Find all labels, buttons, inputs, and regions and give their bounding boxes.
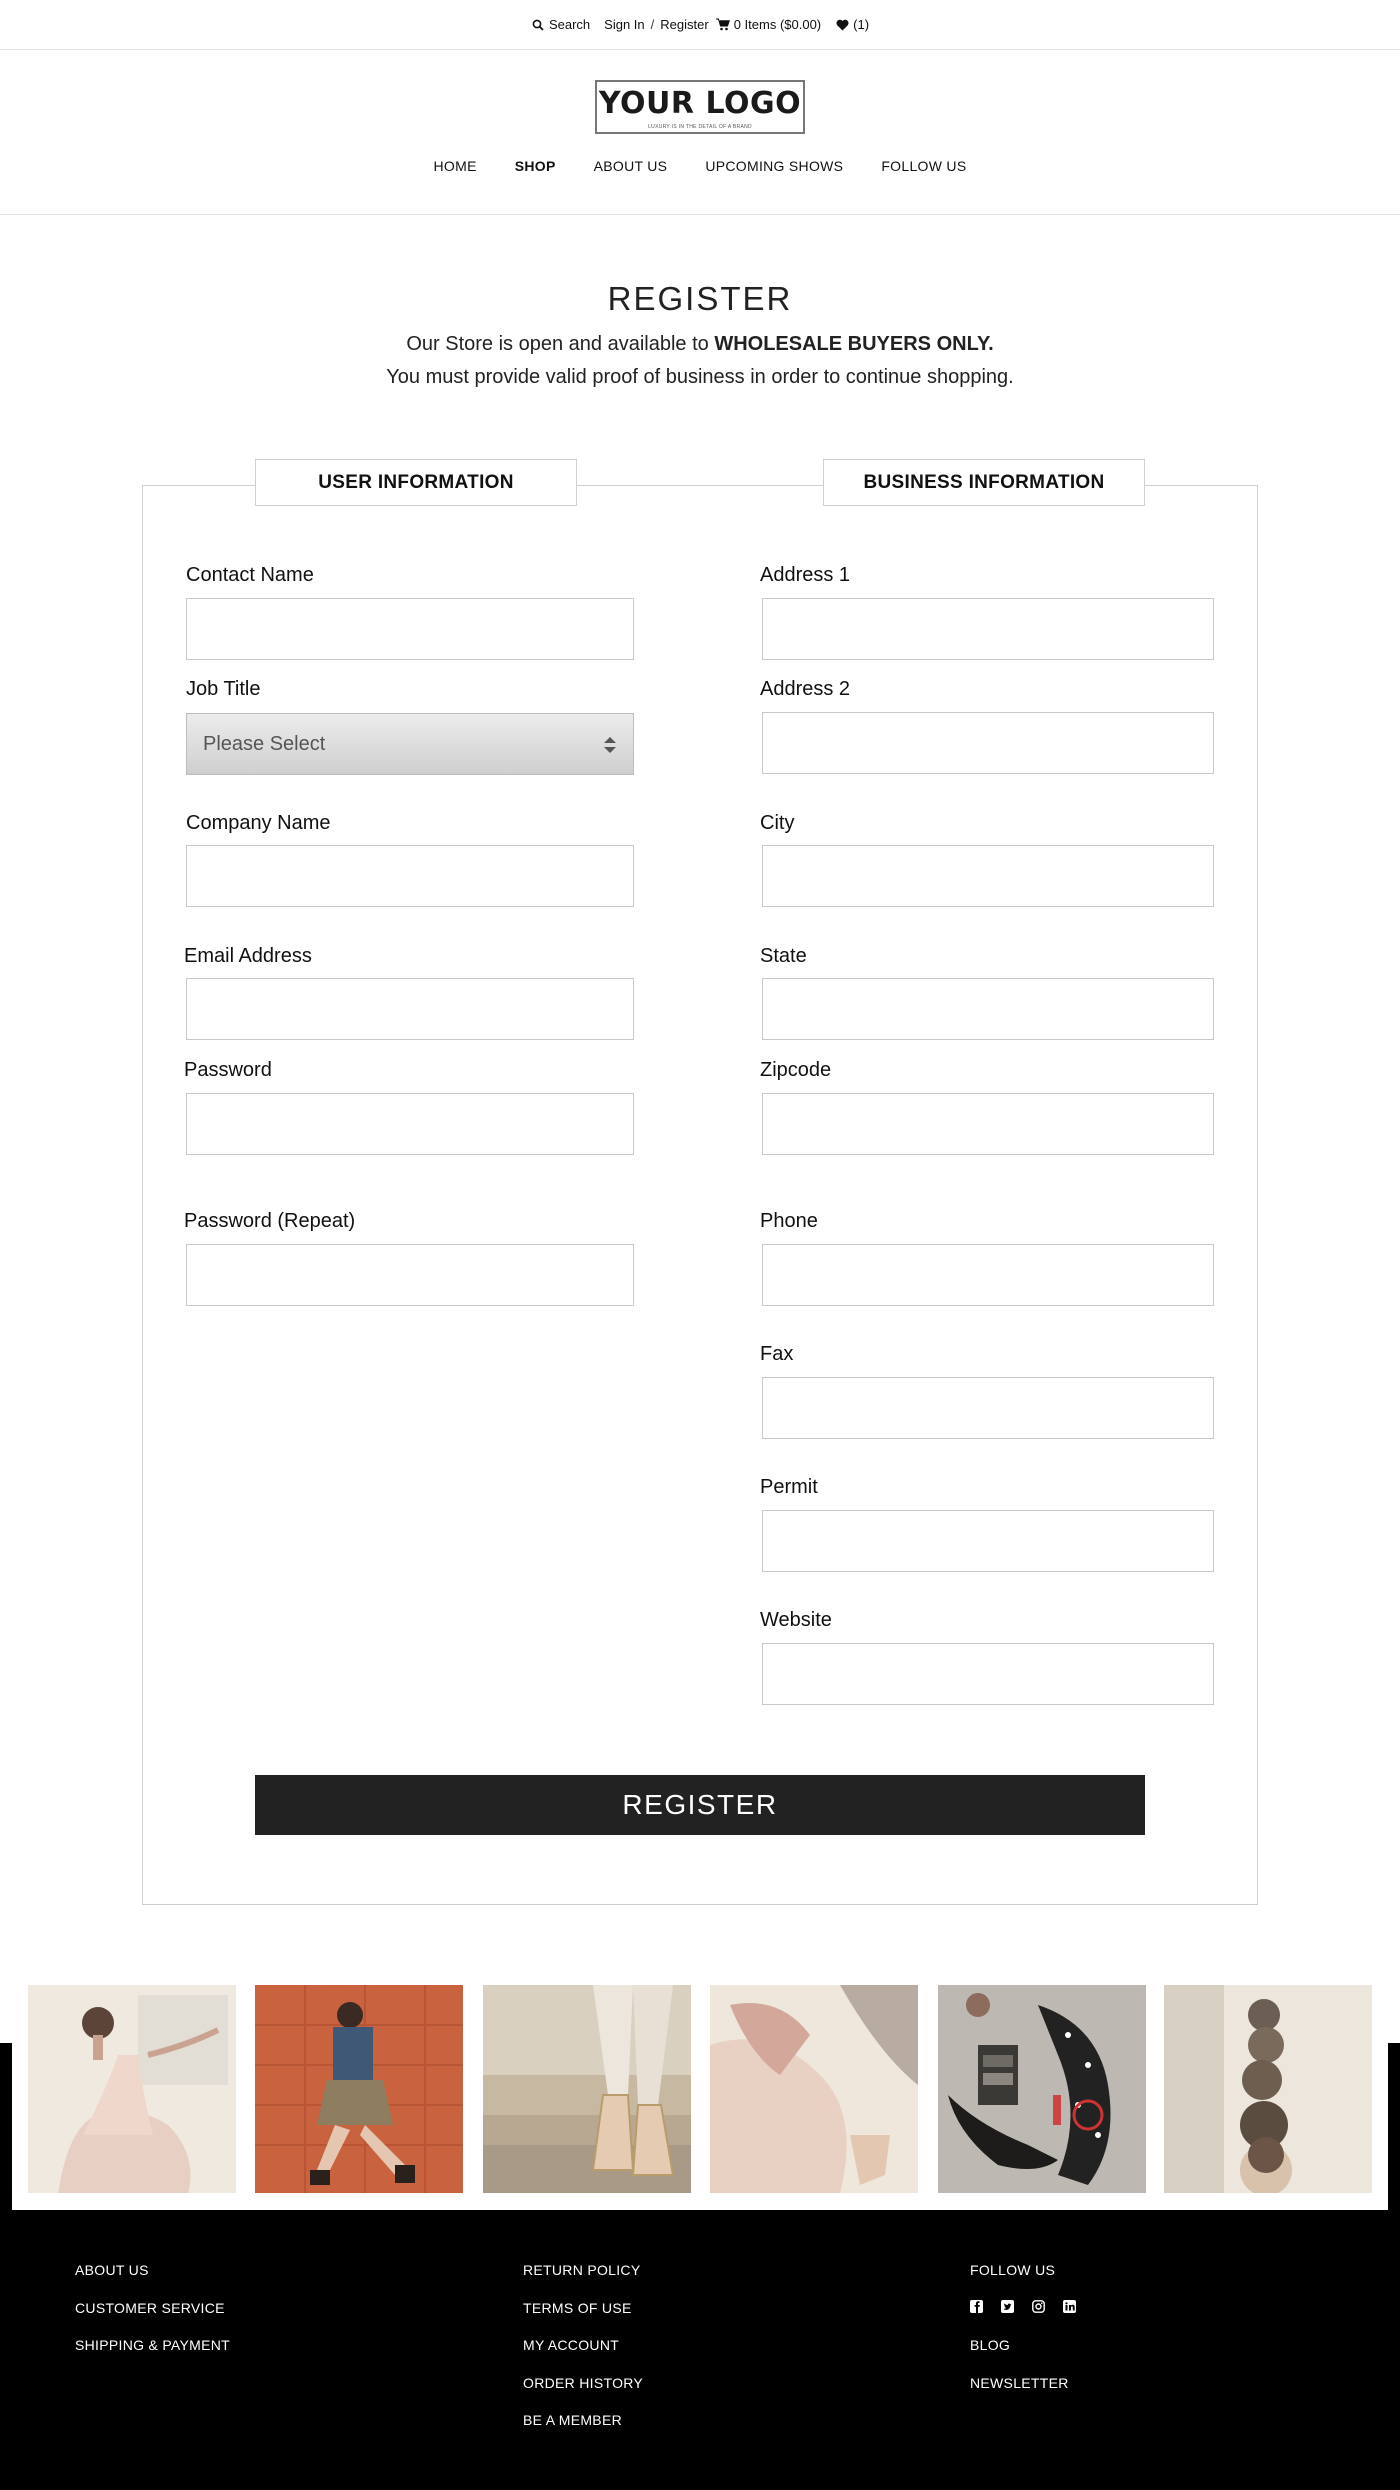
- password-input[interactable]: [186, 1093, 634, 1155]
- footer-terms-of-use[interactable]: TERMS OF USE: [523, 2299, 632, 2316]
- footer-my-account[interactable]: MY ACCOUNT: [523, 2337, 620, 2353]
- phone-label: Phone: [760, 1210, 818, 1232]
- nav-follow-us[interactable]: FOLLOW US: [881, 158, 967, 174]
- address2-label: Address 2: [760, 678, 851, 700]
- state-label: State: [760, 945, 807, 967]
- footer-follow-us[interactable]: FOLLOW US: [970, 2262, 1056, 2278]
- top-utility-bar: [0, 0, 1400, 50]
- select-arrows-icon: [603, 735, 617, 755]
- gallery-image[interactable]: [1164, 1985, 1372, 2193]
- footer-order-history[interactable]: ORDER HISTORY: [523, 2374, 644, 2391]
- nav-upcoming-shows[interactable]: UPCOMING SHOWS: [705, 158, 844, 174]
- fax-label: Fax: [760, 1343, 794, 1365]
- user-information-heading: USER INFORMATION: [255, 459, 577, 506]
- wishlist-link[interactable]: [835, 17, 869, 32]
- zipcode-input[interactable]: [762, 1093, 1214, 1155]
- email-input[interactable]: [186, 978, 634, 1040]
- site-logo[interactable]: [595, 80, 805, 134]
- footer-column-3: [970, 2262, 1094, 2412]
- sign-in-link[interactable]: Sign In: [604, 17, 645, 32]
- register-link[interactable]: Register: [660, 17, 709, 32]
- state-input[interactable]: [762, 978, 1214, 1040]
- auth-separator: /: [650, 17, 655, 32]
- city-input[interactable]: [762, 845, 1214, 907]
- gallery-image[interactable]: [28, 1985, 236, 2193]
- page-title: REGISTER: [607, 280, 793, 317]
- search-label: Search: [548, 17, 591, 32]
- linkedin-icon[interactable]: [1063, 2300, 1076, 2313]
- wholesale-notice-text: Our Store is open and available to: [406, 333, 715, 355]
- zipcode-label: Zipcode: [760, 1059, 832, 1081]
- search-icon: [531, 18, 545, 32]
- address1-input[interactable]: [762, 598, 1214, 660]
- main-nav: [0, 158, 1400, 174]
- business-information-heading: BUSINESS INFORMATION: [823, 459, 1145, 506]
- cart-summary: 0 Items ($0.00): [733, 17, 822, 32]
- footer-newsletter[interactable]: NEWSLETTER: [970, 2374, 1069, 2391]
- footer-be-a-member[interactable]: BE A MEMBER: [523, 2412, 622, 2428]
- email-label: Email Address: [184, 945, 312, 967]
- website-input[interactable]: [762, 1643, 1214, 1705]
- company-name-input[interactable]: [186, 845, 634, 907]
- fax-input[interactable]: [762, 1377, 1214, 1439]
- wholesale-notice-emphasis: WHOLESALE BUYERS ONLY.: [714, 333, 994, 355]
- footer-blog[interactable]: BLOG: [970, 2337, 1011, 2353]
- contact-name-input[interactable]: [186, 598, 634, 660]
- register-button[interactable]: REGISTER: [255, 1775, 1145, 1835]
- footer-customer-service[interactable]: CUSTOMER SERVICE: [75, 2299, 225, 2316]
- city-label: City: [760, 812, 795, 834]
- permit-input[interactable]: [762, 1510, 1214, 1572]
- cart-icon: [716, 18, 730, 32]
- job-title-selected: Please Select: [203, 732, 326, 755]
- gallery-image[interactable]: [710, 1985, 918, 2193]
- footer-return-policy[interactable]: RETURN POLICY: [523, 2262, 641, 2278]
- contact-name-label: Contact Name: [186, 564, 314, 586]
- site-header: [0, 50, 1400, 215]
- instagram-icon[interactable]: [1032, 2300, 1045, 2313]
- logo-tagline: LUXURY IS IN THE DETAIL OF A BRAND: [648, 124, 752, 130]
- nav-about-us[interactable]: ABOUT US: [593, 158, 668, 174]
- job-title-label: Job Title: [186, 678, 261, 700]
- website-label: Website: [760, 1609, 832, 1631]
- search-link[interactable]: [531, 17, 590, 32]
- address2-input[interactable]: [762, 712, 1214, 774]
- footer-about-us[interactable]: ABOUT US: [75, 2262, 149, 2278]
- facebook-icon[interactable]: [970, 2300, 983, 2313]
- proof-notice: You must provide valid proof of business in order to continue shopping.: [386, 366, 1014, 388]
- footer-column-1: [75, 2262, 230, 2375]
- password-label: Password: [184, 1059, 272, 1081]
- permit-label: Permit: [760, 1476, 818, 1498]
- address1-label: Address 1: [760, 564, 851, 586]
- wholesale-notice: [0, 333, 1400, 356]
- footer-shipping-payment[interactable]: SHIPPING & PAYMENT: [75, 2337, 231, 2353]
- heart-icon: [835, 18, 849, 32]
- logo-text: YOUR LOGO: [598, 86, 802, 121]
- phone-input[interactable]: [762, 1244, 1214, 1306]
- wishlist-count: (1): [853, 17, 870, 32]
- password-repeat-label: Password (Repeat): [184, 1210, 356, 1232]
- password-repeat-input[interactable]: [186, 1244, 634, 1306]
- gallery-image[interactable]: [938, 1985, 1146, 2193]
- social-links: [970, 2300, 1094, 2338]
- footer-column-2: [523, 2262, 643, 2450]
- company-name-label: Company Name: [186, 812, 331, 834]
- nav-shop[interactable]: SHOP: [514, 158, 556, 174]
- nav-home[interactable]: HOME: [433, 158, 477, 174]
- twitter-icon[interactable]: [1001, 2300, 1014, 2313]
- cart-link[interactable]: [716, 17, 821, 32]
- gallery-image[interactable]: [255, 1985, 463, 2193]
- gallery-image[interactable]: [483, 1985, 691, 2193]
- job-title-select[interactable]: [186, 713, 634, 775]
